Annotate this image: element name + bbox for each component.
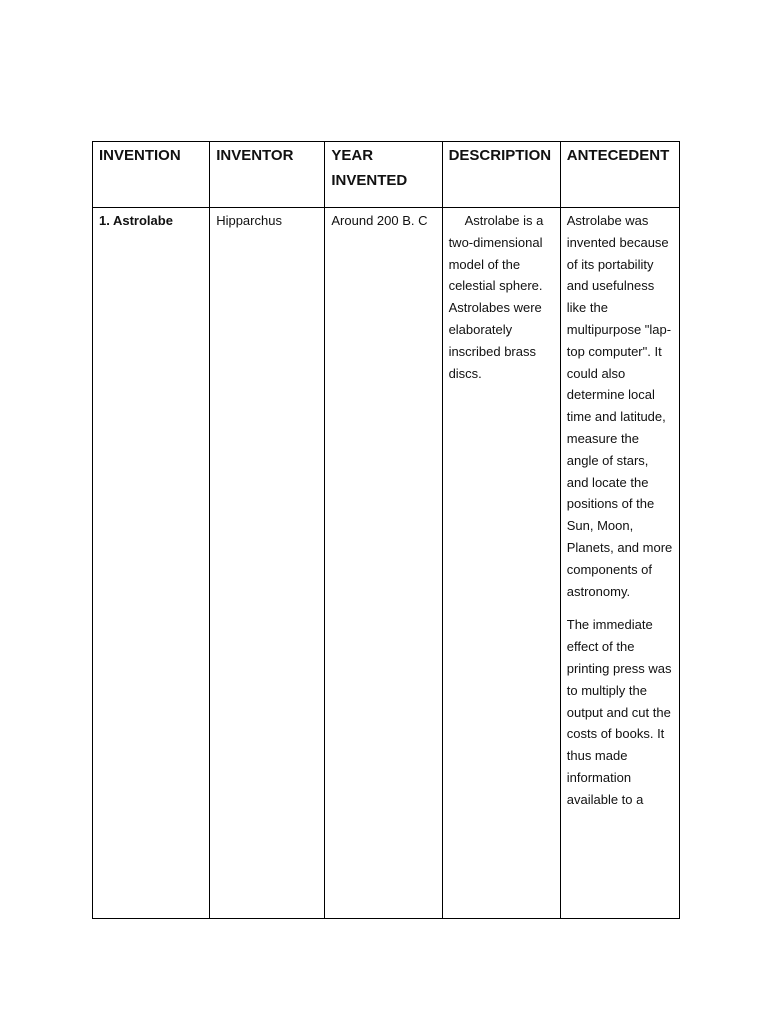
cell-inventor: Hipparchus (210, 208, 325, 919)
cell-description (442, 208, 560, 919)
table-header-row (93, 142, 680, 208)
inventions-table (92, 141, 680, 919)
antecedent-paragraph-2: The immediate effect of the printing press was to multiply the output and cut the costs of books. It thus made information available to a (566, 617, 672, 807)
table-row (93, 208, 680, 919)
cell-invention: 1. Astrolabe (93, 208, 210, 919)
header-invention: INVENTION (93, 142, 210, 208)
antecedent-paragraph-1: Astrolabe was invented because of its portability and usefulness like the multipurpose "lap-top computer". It could also determine local time and latitude, measure the angle of stars, and locate the positions of the Sun, Moon, Planets, and more components of astronomy. (566, 213, 673, 599)
description-text: Astrolabe is a two-dimensional model of the celestial sphere. Astrolabes were elaborately inscribed brass discs. (448, 213, 544, 381)
header-year-invented: YEAR INVENTED (325, 142, 442, 208)
header-inventor: INVENTOR (210, 142, 325, 208)
header-antecedent: ANTECEDENT (560, 142, 679, 208)
header-description: DESCRIPTION (442, 142, 560, 208)
cell-antecedent (560, 208, 679, 919)
cell-year: Around 200 B. C (325, 208, 442, 919)
